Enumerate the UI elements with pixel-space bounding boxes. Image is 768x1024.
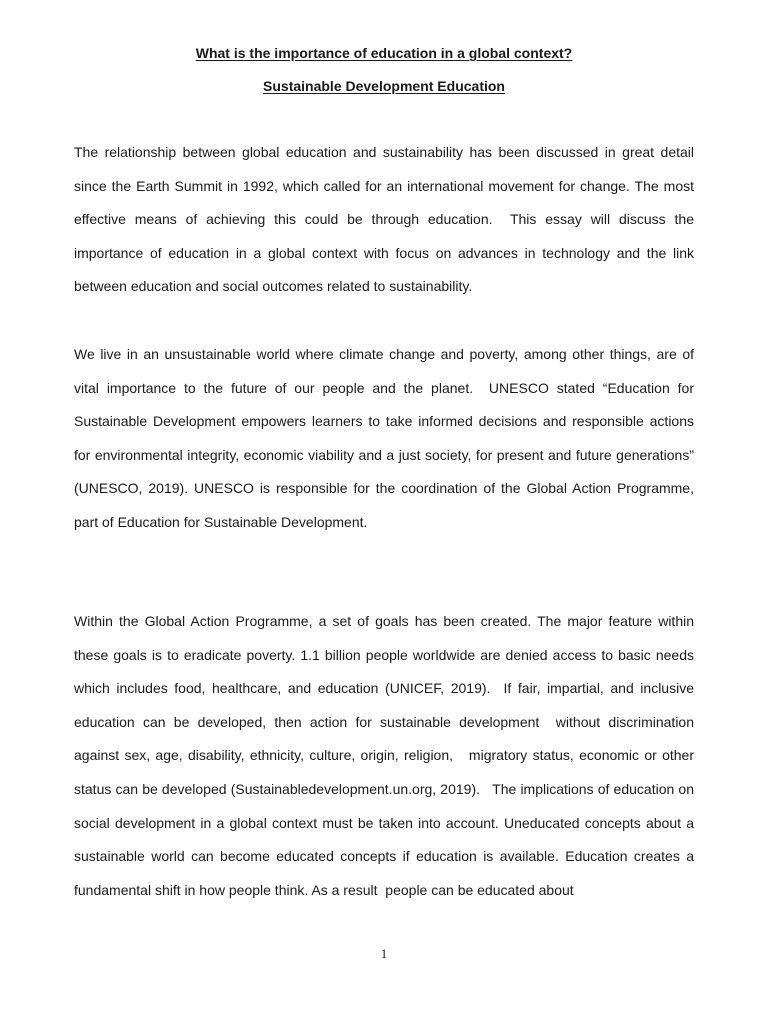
paragraph-2: We live in an unsustainable world where climate change and poverty, among other things, are of vital importance to the future of our people and the planet. UNESCO stated “Education for Sustainable Development empowers learners to take informed decisions and responsible actions for environmental integrity, economic viability and a just society, for present and future generations” (UNESCO, 2019). UNESCO is responsible for the coordination of the Global Action Programme, part of Education for Sustainable Development. bbox=[74, 346, 698, 530]
document-subtitle bbox=[0, 77, 768, 95]
page-number: 1 bbox=[380, 946, 388, 961]
document-title bbox=[0, 44, 768, 62]
paragraph-3: Within the Global Action Programme, a set of goals has been created. The major feature within these goals is to eradicate poverty. 1.1 billion people worldwide are denied access to basic needs which includes food, healthcare, and education (UNICEF, 2019). If fair, impartial, and inclusive education can be developed, then action for sustainable development without discrimination against sex, age, disability, ethnicity, culture, origin, religion, migratory status, economic or other status can be developed (Sustainabledevelopment.un.org, 2019). The implications of education on social development in a global context must be taken into account. Uneducated concepts about a sustainable world can become educated concepts if education is available. Education creates a fundamental shift in how people think. As a result people can be educated about bbox=[74, 613, 698, 898]
paragraph-1: The relationship between global education and sustainability has been discussed in great detail since the Earth Summit in 1992, which called for an international movement for change. The most effective means of achieving this could be through education. This essay will discuss the importance of education in a global context with focus on advances in technology and the link between education and social outcomes related to sustainability. bbox=[74, 144, 698, 295]
document-subtitle-text: Sustainable Development Education bbox=[263, 78, 505, 94]
document-title-text: What is the importance of education in a global context? bbox=[195, 45, 573, 61]
